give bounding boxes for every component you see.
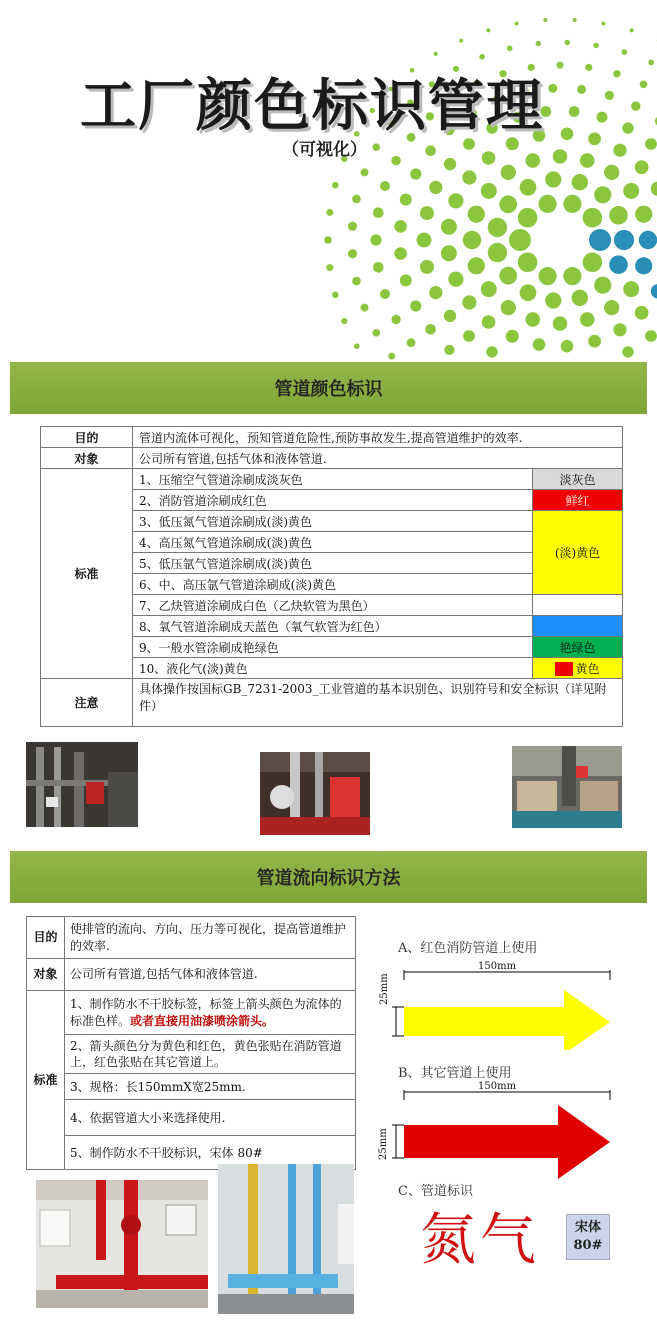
purpose-text: 管道内流体可视化，预知管道危险性,预防事故发生,提高管道维护的效率. [133, 427, 623, 448]
dim-length-b: 150mm [478, 1081, 517, 1092]
halftone-dot [609, 255, 628, 274]
halftone-dot [488, 243, 507, 262]
halftone-dot [613, 70, 620, 77]
halftone-dot [361, 304, 369, 312]
page-subtitle: （可视化） [282, 140, 367, 160]
flow-purpose-text: 使排管的流向、方向、压力等可视化，提高管道维护的效率. [65, 917, 356, 959]
halftone-dot [640, 81, 648, 89]
halftone-dot [515, 22, 519, 26]
halftone-dot [580, 312, 595, 327]
section1-title: 管道颜色标识 [274, 379, 383, 400]
color-swatch-green: 艳绿色 [533, 637, 623, 658]
dim-length-a: 150mm [478, 961, 517, 972]
halftone-dot [545, 171, 561, 187]
halftone-dot [520, 179, 537, 196]
halftone-dot [635, 206, 652, 223]
halftone-dot [361, 168, 369, 176]
standard-item-10: 10、液化气(淡)黄色 [133, 658, 533, 679]
halftone-dot [561, 128, 574, 141]
halftone-dot [533, 338, 546, 351]
halftone-dot [585, 64, 592, 71]
halftone-dot [441, 219, 457, 235]
halftone-dot [400, 194, 412, 206]
dim-width-a: 25mm [379, 973, 390, 1005]
halftone-dot [594, 186, 611, 203]
halftone-dot [429, 181, 442, 194]
title-section [0, 0, 657, 360]
halftone-dot [468, 257, 485, 274]
color-swatch-yellow-2-label: 黄色 [575, 661, 600, 676]
halftone-dot [441, 245, 457, 261]
flow-standard-item-1-red: 或者直接用油漆喷涂箭头。 [130, 1013, 275, 1028]
standard-item-8: 8、氧气管道涂刷成天蓝色（氧气软管为红色） [133, 616, 533, 637]
flow-standard-item-2: 2、箭头颜色分为黄色和红色，黄色张贴在消防管道上，红色张贴在其它管道上。 [65, 1035, 356, 1074]
halftone-dot [444, 310, 456, 322]
pipe-label-sample: 氮气 [420, 1208, 540, 1273]
halftone-dot [501, 165, 516, 180]
halftone-dot [407, 338, 416, 347]
halftone-dot [410, 168, 421, 179]
standard-item-4: 4、高压氮气管道涂刷成(淡)黄色 [133, 532, 533, 553]
flow-direction-table [26, 916, 356, 1170]
font-spec-size: 80# [573, 1238, 603, 1254]
halftone-dot [597, 112, 608, 123]
halftone-dot [332, 292, 339, 299]
halftone-dot [622, 346, 633, 357]
blue-pipe-photo [218, 1164, 354, 1314]
halftone-dot [569, 106, 580, 117]
halftone-dot [556, 62, 563, 69]
halftone-dot [410, 300, 421, 311]
halftone-dot [543, 18, 547, 22]
halftone-dot [444, 345, 454, 355]
halftone-dot [580, 153, 595, 168]
halftone-dot [425, 145, 436, 156]
halftone-dot [536, 41, 541, 46]
standard-item-2: 2、消防管道涂刷成红色 [133, 490, 533, 511]
halftone-dot [604, 165, 619, 180]
halftone-dot [324, 236, 332, 244]
factory-pipe-photo-1 [26, 742, 138, 827]
note-text: 具体操作按国标GB_7231-2003_工业管道的基本识别色、识别符号和安全标识（详见附件） [133, 679, 623, 727]
halftone-dot [388, 353, 395, 360]
halftone-dot [326, 209, 333, 216]
halftone-dot [623, 281, 639, 297]
halftone-dot [526, 153, 541, 168]
halftone-dot [553, 316, 567, 330]
arrow-a-graphic [378, 970, 618, 1050]
halftone-dot [518, 208, 538, 228]
halftone-dot [348, 222, 357, 231]
halftone-dot [463, 231, 481, 249]
halftone-dot [518, 252, 538, 272]
halftone-dot [444, 158, 456, 170]
halftone-dot [539, 267, 557, 285]
halftone-dot [539, 195, 557, 213]
halftone-dot [468, 206, 485, 223]
halftone-dot [631, 101, 640, 110]
halftone-dot [394, 247, 407, 260]
halftone-dot [400, 274, 412, 286]
halftone-dot [635, 257, 652, 274]
halftone-dot [481, 183, 497, 199]
halftone-dot [481, 281, 497, 297]
halftone-dot [526, 312, 541, 327]
factory-pipe-photo-2 [260, 752, 370, 835]
halftone-dot [645, 138, 657, 150]
halftone-dot [391, 156, 400, 165]
halftone-dot [614, 230, 634, 250]
halftone-dot [509, 229, 531, 251]
halftone-dot [394, 220, 407, 233]
label-b: B、其它管道上使用 [398, 1066, 512, 1081]
halftone-dot [373, 143, 381, 151]
halftone-dot [380, 181, 390, 191]
halftone-dot [589, 229, 611, 251]
halftone-dot [463, 330, 475, 342]
halftone-dot [417, 233, 432, 248]
standard-item-3: 3、低压氮气管道涂刷成(淡)黄色 [133, 511, 533, 532]
color-swatch-yellow: (淡)黄色 [533, 511, 623, 595]
halftone-dot [604, 300, 619, 315]
halftone-dot [622, 122, 633, 133]
halftone-dot [373, 329, 381, 337]
standard-item-1: 1、压缩空气管道涂刷成淡灰色 [133, 469, 533, 490]
factory-pipe-photo-3 [512, 746, 622, 828]
pipe-color-table [40, 426, 623, 727]
halftone-dot [572, 290, 588, 306]
halftone-dot [639, 231, 657, 249]
flow-object-text: 公司所有管道,包括气体和液体管道. [65, 959, 356, 991]
halftone-dot [548, 84, 557, 93]
halftone-dot [482, 151, 496, 165]
halftone-dot [563, 195, 581, 213]
halftone-dot [609, 206, 628, 225]
note-label: 注意 [41, 679, 133, 727]
halftone-dot [583, 208, 603, 228]
halftone-dot [352, 195, 361, 204]
halftone-dot [623, 183, 639, 199]
halftone-dot [561, 340, 574, 353]
color-swatch-white [533, 595, 623, 616]
halftone-dot [593, 43, 598, 48]
halftone-dot [488, 218, 507, 237]
standard-item-6: 6、中、高压氩气管道涂刷成(淡)黄色 [133, 574, 533, 595]
section1-banner [10, 362, 647, 414]
halftone-dots-graphic [0, 0, 657, 360]
halftone-dot [507, 46, 513, 52]
halftone-dot [420, 260, 434, 274]
flow-purpose-label: 目的 [27, 917, 65, 959]
halftone-dot [577, 85, 586, 94]
section2-title: 管道流向标识方法 [256, 868, 401, 889]
halftone-dot [354, 343, 360, 349]
halftone-dot [352, 277, 361, 286]
halftone-dot [448, 272, 463, 287]
flow-standard-item-3: 3、规格：长150mmX宽25mm. [65, 1074, 356, 1100]
halftone-dot [635, 306, 649, 320]
flow-standard-label: 标准 [27, 991, 65, 1170]
halftone-dot [545, 292, 561, 308]
object-text: 公司所有管道,包括气体和液体管道. [133, 448, 623, 469]
halftone-dot [605, 91, 614, 100]
flow-standard-item-1 [65, 991, 356, 1035]
halftone-dot [613, 144, 626, 157]
arrow-b-graphic [378, 1090, 618, 1182]
halftone-dot [326, 264, 333, 271]
halftone-dot [588, 132, 601, 145]
fire-pipe-photo [36, 1180, 208, 1308]
halftone-dot [651, 284, 657, 299]
halftone-dot [370, 234, 381, 245]
halftone-dot [462, 295, 476, 309]
flow-standard-item-4: 4、依据管道大小来选择使用. [65, 1100, 356, 1136]
halftone-dot [506, 330, 519, 343]
halftone-dot [622, 49, 628, 55]
halftone-dot [462, 170, 476, 184]
halftone-dot [434, 52, 438, 56]
halftone-dot [602, 22, 606, 26]
halftone-dot [429, 286, 442, 299]
halftone-dot [565, 40, 570, 45]
color-swatch-blue [533, 616, 623, 637]
label-a: A、红色消防管道上使用 [398, 941, 538, 956]
flow-object-label: 对象 [27, 959, 65, 991]
halftone-dot [563, 267, 581, 285]
page-title: 工厂颜色标识管理 [80, 73, 544, 139]
halftone-dot [645, 330, 657, 342]
halftone-dot [332, 182, 339, 189]
halftone-dot [486, 346, 497, 357]
section2-banner [10, 851, 647, 903]
halftone-dot [459, 39, 463, 43]
halftone-dot [341, 318, 347, 324]
halftone-dot [648, 60, 654, 66]
halftone-dot [573, 18, 577, 22]
halftone-dot [651, 181, 657, 196]
halftone-dot [373, 262, 384, 273]
dim-width-b: 25mm [378, 1128, 389, 1160]
purpose-label: 目的 [41, 427, 133, 448]
label-c: C、管道标识 [398, 1184, 473, 1199]
halftone-dot [635, 160, 649, 174]
halftone-dot [380, 289, 390, 299]
halftone-dot [479, 54, 485, 60]
halftone-dot [572, 174, 588, 190]
halftone-dot [425, 324, 436, 335]
color-swatch-red: 鲜红 [533, 490, 623, 511]
standard-item-5: 5、低压氩气管道涂刷成(淡)黄色 [133, 553, 533, 574]
halftone-dot [448, 193, 463, 208]
halftone-dot [594, 277, 611, 294]
standard-label: 标准 [41, 469, 133, 679]
halftone-dot [613, 323, 626, 336]
halftone-dot [553, 149, 567, 163]
halftone-dot [499, 267, 517, 285]
font-spec-box [566, 1214, 610, 1260]
halftone-dot [373, 207, 384, 218]
flow-standard-item-5: 5、制作防水不干胶标识，宋体 80# [65, 1136, 356, 1170]
object-label: 对象 [41, 448, 133, 469]
halftone-dot [420, 206, 434, 220]
color-swatch-grey: 淡灰色 [533, 469, 623, 490]
halftone-dot [630, 28, 634, 32]
flow-standard-item-1-text: 1、制作防水不干胶标签，标签上箭头颜色为流体的标准色样。 [70, 997, 342, 1028]
halftone-dot [588, 335, 601, 348]
halftone-dot [348, 249, 357, 258]
standard-item-9: 9、一般水管涂刷成艳绿色 [133, 637, 533, 658]
halftone-dot [501, 300, 516, 315]
halftone-dot [486, 28, 490, 32]
halftone-dot [482, 315, 496, 329]
halftone-dot [520, 284, 537, 301]
standard-item-7: 7、乙炔管道涂刷成白色（乙炔软管为黑色） [133, 595, 533, 616]
font-spec-name: 宋体 [574, 1220, 601, 1235]
halftone-dot [583, 252, 603, 272]
halftone-dot [391, 315, 400, 324]
halftone-dot [499, 195, 517, 213]
color-swatch-yellow-2 [533, 658, 623, 679]
